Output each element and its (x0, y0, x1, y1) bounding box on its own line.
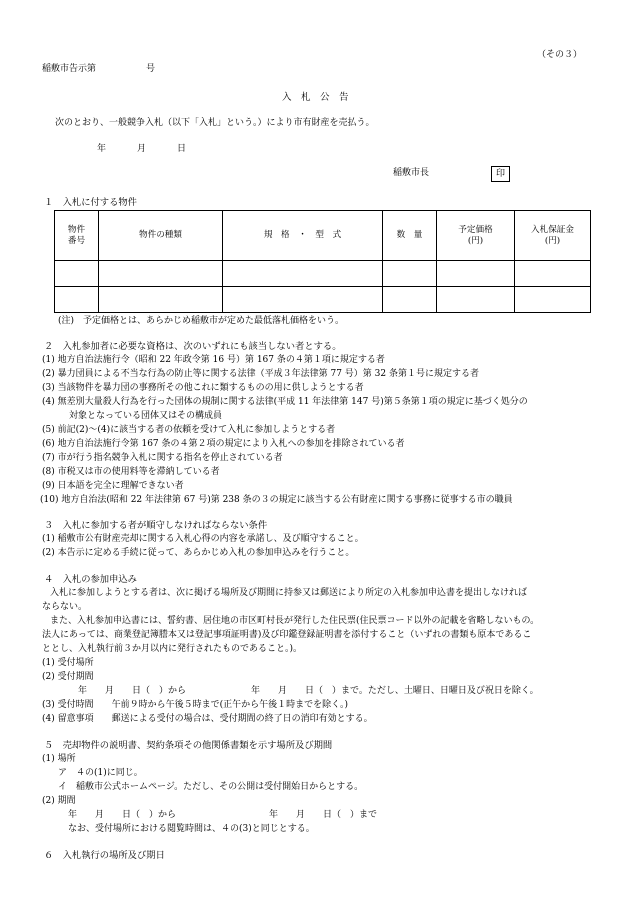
section5-period-start: 年 月 日（ ）から (68, 810, 177, 820)
section2-item: (3) 当該物件を暴力団の事務所その他これに類するものの用に供しようとする者 (42, 383, 364, 393)
date-month: 月 (137, 144, 147, 154)
section2-item: (6) 地方自治法施行令第 167 条の４第２項の規定により入札への参加を排除されている者 (42, 439, 405, 449)
section2-item: (10) 地方自治法(昭和 22 年法律第 67 号)第 238 条の３の規定に該当する公有財産に関する事務に従事する市の職員 (40, 495, 513, 505)
notice-number-suffix: 号 (146, 64, 156, 74)
date-year: 年 (97, 144, 107, 154)
section5-item: (2) 期間 (42, 796, 76, 806)
seal-stamp: 印 (491, 166, 510, 182)
table-cell (223, 261, 383, 287)
table-cell (515, 261, 591, 287)
section2-item: (4) 無差別大量殺人行為を行った団体の規制に関する法律(平成 11 年法律第 147 号)第５条第１項の規定に基づく処分の (42, 397, 528, 407)
section4-item: (1) 受付場所 (42, 658, 94, 668)
section4-period-end: 年 月 日（ ）まで。ただし、土曜日、日曜日及び祝日を除く。 (251, 686, 539, 696)
section1-heading: １ 入札に付する物件 (44, 197, 137, 208)
intro-text: 次のとおり、一般競争入札（以下「入札」という。）により市有財産を売払う。 (55, 118, 375, 128)
page-title: 入 札 公 告 (282, 92, 349, 103)
col-deposit: 入札保証金 (円) (515, 211, 591, 261)
section4-item: (3) 受付時間 午前９時から午後５時まで(正午から午後１時までを除く。) (42, 700, 348, 710)
table-cell (99, 261, 223, 287)
section2-item: (7) 市が行う指名競争入札に関する指名を停止されている者 (42, 453, 283, 463)
section5-period-end: 年 月 日（ ）まで (269, 810, 378, 820)
col-item-no: 物件 番号 (55, 211, 99, 261)
table-row (55, 287, 591, 313)
col-item-kind: 物件の種類 (99, 211, 223, 261)
section5-subitem: イ 稲敷市公式ホームページ。ただし、その公開は受付開始日からとする。 (58, 782, 364, 792)
table-cell (383, 287, 437, 313)
notice-number-prefix: 稲敷市告示第 (42, 64, 97, 74)
section2-item: (1) 地方自治法施行令（昭和 22 年政令第 16 号）第 167 条の４第１項に規定する者 (42, 355, 385, 365)
section4-heading: ４ 入札の参加申込み (44, 574, 137, 585)
section4-period-start: 年 月 日（ ）から (78, 686, 187, 696)
section4-paragraph: ならない。 (42, 602, 88, 612)
section2-item: (8) 市税又は市の使用料等を滞納している者 (42, 467, 220, 477)
section1-note: (注) 予定価格とは、あらかじめ稲敷市が定めた最低落札価格をいう。 (58, 316, 345, 326)
section4-item: (2) 受付期間 (42, 672, 94, 682)
table-cell (55, 261, 99, 287)
section5-heading: ５ 売却物件の説明書、契約条項その他関係書類を示す場所及び期間 (44, 740, 333, 751)
items-table (54, 210, 591, 313)
section4-paragraph: 入札に参加しようとする者は、次に掲げる場所及び期間に持参又は郵送により所定の入札参加申込書を提出しなければ (50, 588, 528, 598)
table-cell (515, 287, 591, 313)
table-cell (437, 261, 515, 287)
table-row (55, 261, 591, 287)
section3-heading: ３ 入札に参加する者が順守しなければならない条件 (44, 520, 268, 531)
section3-item: (1) 稲敷市公有財産売却に関する入札心得の内容を承諾し、及び順守すること。 (42, 534, 364, 544)
section4-paragraph: 法人にあっては、商業登記簿謄本又は登記事項証明書)及び印鑑登録証明書を添付すること（いずれの書類も原本であるこ (42, 630, 532, 640)
col-planned-price: 予定価格 (円) (437, 211, 515, 261)
table-cell (55, 287, 99, 313)
section4-paragraph: ととし、入札執行前３か月以内に発行されたものであること。)。 (42, 644, 303, 654)
section4-item: (4) 留意事項 郵送による受付の場合は、受付期間の終了日の消印有効とする。 (42, 714, 373, 724)
document-number: （その３） (537, 50, 583, 60)
section2-heading: ２ 入札参加者に必要な資格は、次のいずれにも該当しない者とする。 (44, 341, 342, 352)
table-cell (437, 287, 515, 313)
table-header-row (55, 211, 591, 261)
section5-subitem: ア ４の(1)に同じ。 (58, 768, 143, 778)
section2-item: (9) 日本語を完全に理解できない者 (42, 481, 184, 491)
table-cell (223, 287, 383, 313)
col-quantity: 数 量 (383, 211, 437, 261)
date-day: 日 (177, 144, 187, 154)
table-cell (383, 261, 437, 287)
section2-item-continued: 対象となっている団体又はその構成員 (69, 411, 223, 421)
section2-item: (5) 前記(2)～(4)に該当する者の依頼を受けて入札に参加しようとする者 (42, 425, 336, 435)
section4-paragraph: また、入札参加申込書には、誓約書、居住地の市区町村長が発行した住民票(住民票コード以外の記載を省略しないもの。 (50, 616, 540, 626)
section5-item: (1) 場所 (42, 754, 76, 764)
signer: 稲敷市長 (393, 168, 430, 178)
section2-item: (2) 暴力団員による不当な行為の防止等に関する法律（平成３年法律第 77 号）第 32 条第１号に規定する者 (42, 369, 479, 379)
table-cell (99, 287, 223, 313)
section5-note: なお、受付場所における閲覧時間は、４の(3)と同じとする。 (68, 824, 315, 834)
section6-heading: ６ 入札執行の場所及び期日 (44, 850, 165, 861)
col-spec: 規 格 ・ 型 式 (223, 211, 383, 261)
section3-item: (2) 本告示に定める手続に従って、あらかじめ入札の参加申込みを行うこと。 (42, 548, 355, 558)
